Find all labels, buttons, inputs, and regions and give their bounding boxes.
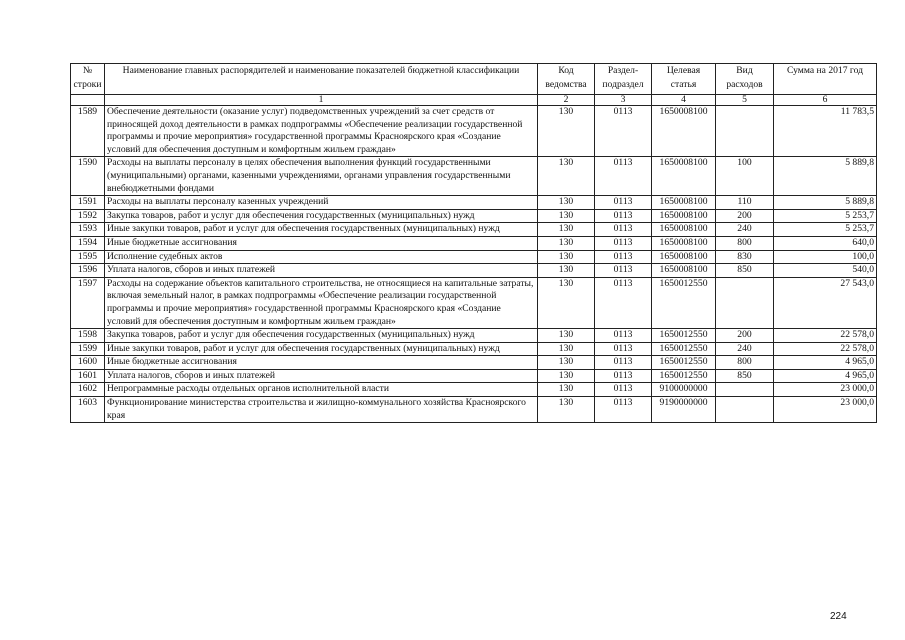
dept-code-cell: 130 [538,356,595,370]
table-row [71,369,877,383]
target-cell: 1650012550 [652,277,716,328]
header-row-number: № строки [71,64,105,95]
row-name-cell: Закупка товаров, работ и услуг для обеспечения государственных (муниципальных) нужд [105,209,538,223]
row-name-cell: Расходы на содержание объектов капитального строительства, не относящиеся на капитальные затраты, включая земельный налог, в рамках подпрограммы «Обеспечение реализации государственной программы и прочие мероприятия» государственной программы Красноярского края «Создание условий для обеспечения доступным и комфортным жильем граждан» [105,277,538,328]
target-cell: 1650008100 [652,236,716,250]
expense-type-cell [716,397,774,423]
target-cell: 1650008100 [652,264,716,278]
row-name-cell: Функционирование министерства строительства и жилищно-коммунального хозяйства Красноярского края [105,397,538,423]
section-cell: 0113 [595,329,652,343]
row-number-cell: 1600 [71,356,105,370]
section-cell: 0113 [595,209,652,223]
dept-code-cell: 130 [538,397,595,423]
row-name-cell: Уплата налогов, сборов и иных платежей [105,369,538,383]
dept-code-cell: 130 [538,106,595,157]
row-number-cell: 1594 [71,236,105,250]
column-number: 4 [652,95,716,106]
target-cell: 9190000000 [652,397,716,423]
section-cell: 0113 [595,196,652,210]
target-cell: 1650008100 [652,223,716,237]
table-row [71,250,877,264]
row-name-cell: Уплата налогов, сборов и иных платежей [105,264,538,278]
page-number: 224 [830,611,847,622]
dept-code-cell: 130 [538,236,595,250]
header-section: Раздел-подраздел [595,64,652,95]
column-number-row [71,95,877,106]
amount-cell: 22 578,0 [774,329,877,343]
table-row [71,356,877,370]
dept-code-cell: 130 [538,329,595,343]
expense-type-cell: 850 [716,264,774,278]
column-number: 6 [774,95,877,106]
table-row [71,157,877,196]
header-name: Наименование главных распорядителей и наименование показателей бюджетной классификации [105,64,538,95]
expense-type-cell: 800 [716,236,774,250]
amount-cell: 5 253,7 [774,223,877,237]
expense-type-cell: 100 [716,157,774,196]
table-row [71,397,877,423]
target-cell: 1650012550 [652,342,716,356]
dept-code-cell: 130 [538,277,595,328]
budget-table [70,63,877,423]
target-cell: 9100000000 [652,383,716,397]
row-name-cell: Расходы на выплаты персоналу казенных учреждений [105,196,538,210]
header-row [71,64,877,95]
row-number-cell: 1597 [71,277,105,328]
amount-cell: 23 000,0 [774,383,877,397]
amount-cell: 22 578,0 [774,342,877,356]
expense-type-cell: 850 [716,369,774,383]
header-amount: Сумма на 2017 год [774,64,877,95]
target-cell: 1650008100 [652,209,716,223]
section-cell: 0113 [595,223,652,237]
header-expense-type: Вид расходов [716,64,774,95]
dept-code-cell: 130 [538,264,595,278]
expense-type-cell: 240 [716,342,774,356]
column-number: 5 [716,95,774,106]
amount-cell: 540,0 [774,264,877,278]
row-number-cell: 1589 [71,106,105,157]
target-cell: 1650008100 [652,250,716,264]
row-number-cell: 1598 [71,329,105,343]
row-number-cell: 1592 [71,209,105,223]
table-row [71,277,877,328]
target-cell: 1650008100 [652,157,716,196]
row-name-cell: Иные бюджетные ассигнования [105,236,538,250]
dept-code-cell: 130 [538,209,595,223]
section-cell: 0113 [595,342,652,356]
section-cell: 0113 [595,277,652,328]
target-cell: 1650012550 [652,329,716,343]
row-number-cell: 1602 [71,383,105,397]
row-number-cell: 1590 [71,157,105,196]
section-cell: 0113 [595,250,652,264]
section-cell: 0113 [595,356,652,370]
table-row [71,196,877,210]
section-cell: 0113 [595,157,652,196]
row-name-cell: Исполнение судебных актов [105,250,538,264]
target-cell: 1650008100 [652,106,716,157]
header-target: Целевая статья [652,64,716,95]
dept-code-cell: 130 [538,383,595,397]
column-number-blank [71,95,105,106]
section-cell: 0113 [595,383,652,397]
row-name-cell: Закупка товаров, работ и услуг для обеспечения государственных (муниципальных) нужд [105,329,538,343]
row-name-cell: Иные закупки товаров, работ и услуг для обеспечения государственных (муниципальных) нужд [105,342,538,356]
table-row [71,106,877,157]
target-cell: 1650012550 [652,369,716,383]
amount-cell: 23 000,0 [774,397,877,423]
expense-type-cell: 110 [716,196,774,210]
expense-type-cell: 200 [716,209,774,223]
column-number: 1 [105,95,538,106]
table-row [71,342,877,356]
expense-type-cell [716,383,774,397]
amount-cell: 4 965,0 [774,356,877,370]
table-row [71,223,877,237]
table-row [71,236,877,250]
row-number-cell: 1603 [71,397,105,423]
amount-cell: 5 253,7 [774,209,877,223]
dept-code-cell: 130 [538,223,595,237]
row-number-cell: 1591 [71,196,105,210]
column-number: 3 [595,95,652,106]
expense-type-cell [716,277,774,328]
amount-cell: 27 543,0 [774,277,877,328]
amount-cell: 100,0 [774,250,877,264]
table-row [71,383,877,397]
expense-type-cell: 800 [716,356,774,370]
section-cell: 0113 [595,397,652,423]
row-number-cell: 1593 [71,223,105,237]
amount-cell: 5 889,8 [774,196,877,210]
amount-cell: 5 889,8 [774,157,877,196]
column-number: 2 [538,95,595,106]
expense-type-cell: 830 [716,250,774,264]
row-name-cell: Иные закупки товаров, работ и услуг для обеспечения государственных (муниципальных) нужд [105,223,538,237]
dept-code-cell: 130 [538,157,595,196]
row-number-cell: 1601 [71,369,105,383]
expense-type-cell: 200 [716,329,774,343]
row-name-cell: Расходы на выплаты персоналу в целях обеспечения выполнения функций государственными (муниципальными) органами, казенными учреждениями, органами управления государственными внебюджетными фондами [105,157,538,196]
section-cell: 0113 [595,369,652,383]
row-name-cell: Обеспечение деятельности (оказание услуг) подведомственных учреждений за счет средств от приносящей доход деятельности в рамках подпрограммы «Обеспечение реализации государственной программы и прочие мероприятия» государственной программы Красноярского края «Создание условий для обеспечения доступным и комфортным жильем граждан» [105,106,538,157]
row-number-cell: 1599 [71,342,105,356]
dept-code-cell: 130 [538,342,595,356]
dept-code-cell: 130 [538,369,595,383]
dept-code-cell: 130 [538,250,595,264]
row-name-cell: Непрограммные расходы отдельных органов исполнительной власти [105,383,538,397]
section-cell: 0113 [595,264,652,278]
table-row [71,329,877,343]
section-cell: 0113 [595,106,652,157]
target-cell: 1650012550 [652,356,716,370]
row-number-cell: 1595 [71,250,105,264]
target-cell: 1650008100 [652,196,716,210]
expense-type-cell: 240 [716,223,774,237]
section-cell: 0113 [595,236,652,250]
amount-cell: 11 783,5 [774,106,877,157]
dept-code-cell: 130 [538,196,595,210]
table-row [71,264,877,278]
expense-type-cell [716,106,774,157]
row-number-cell: 1596 [71,264,105,278]
header-dept-code: Код ведомства [538,64,595,95]
amount-cell: 640,0 [774,236,877,250]
table-row [71,209,877,223]
amount-cell: 4 965,0 [774,369,877,383]
row-name-cell: Иные бюджетные ассигнования [105,356,538,370]
